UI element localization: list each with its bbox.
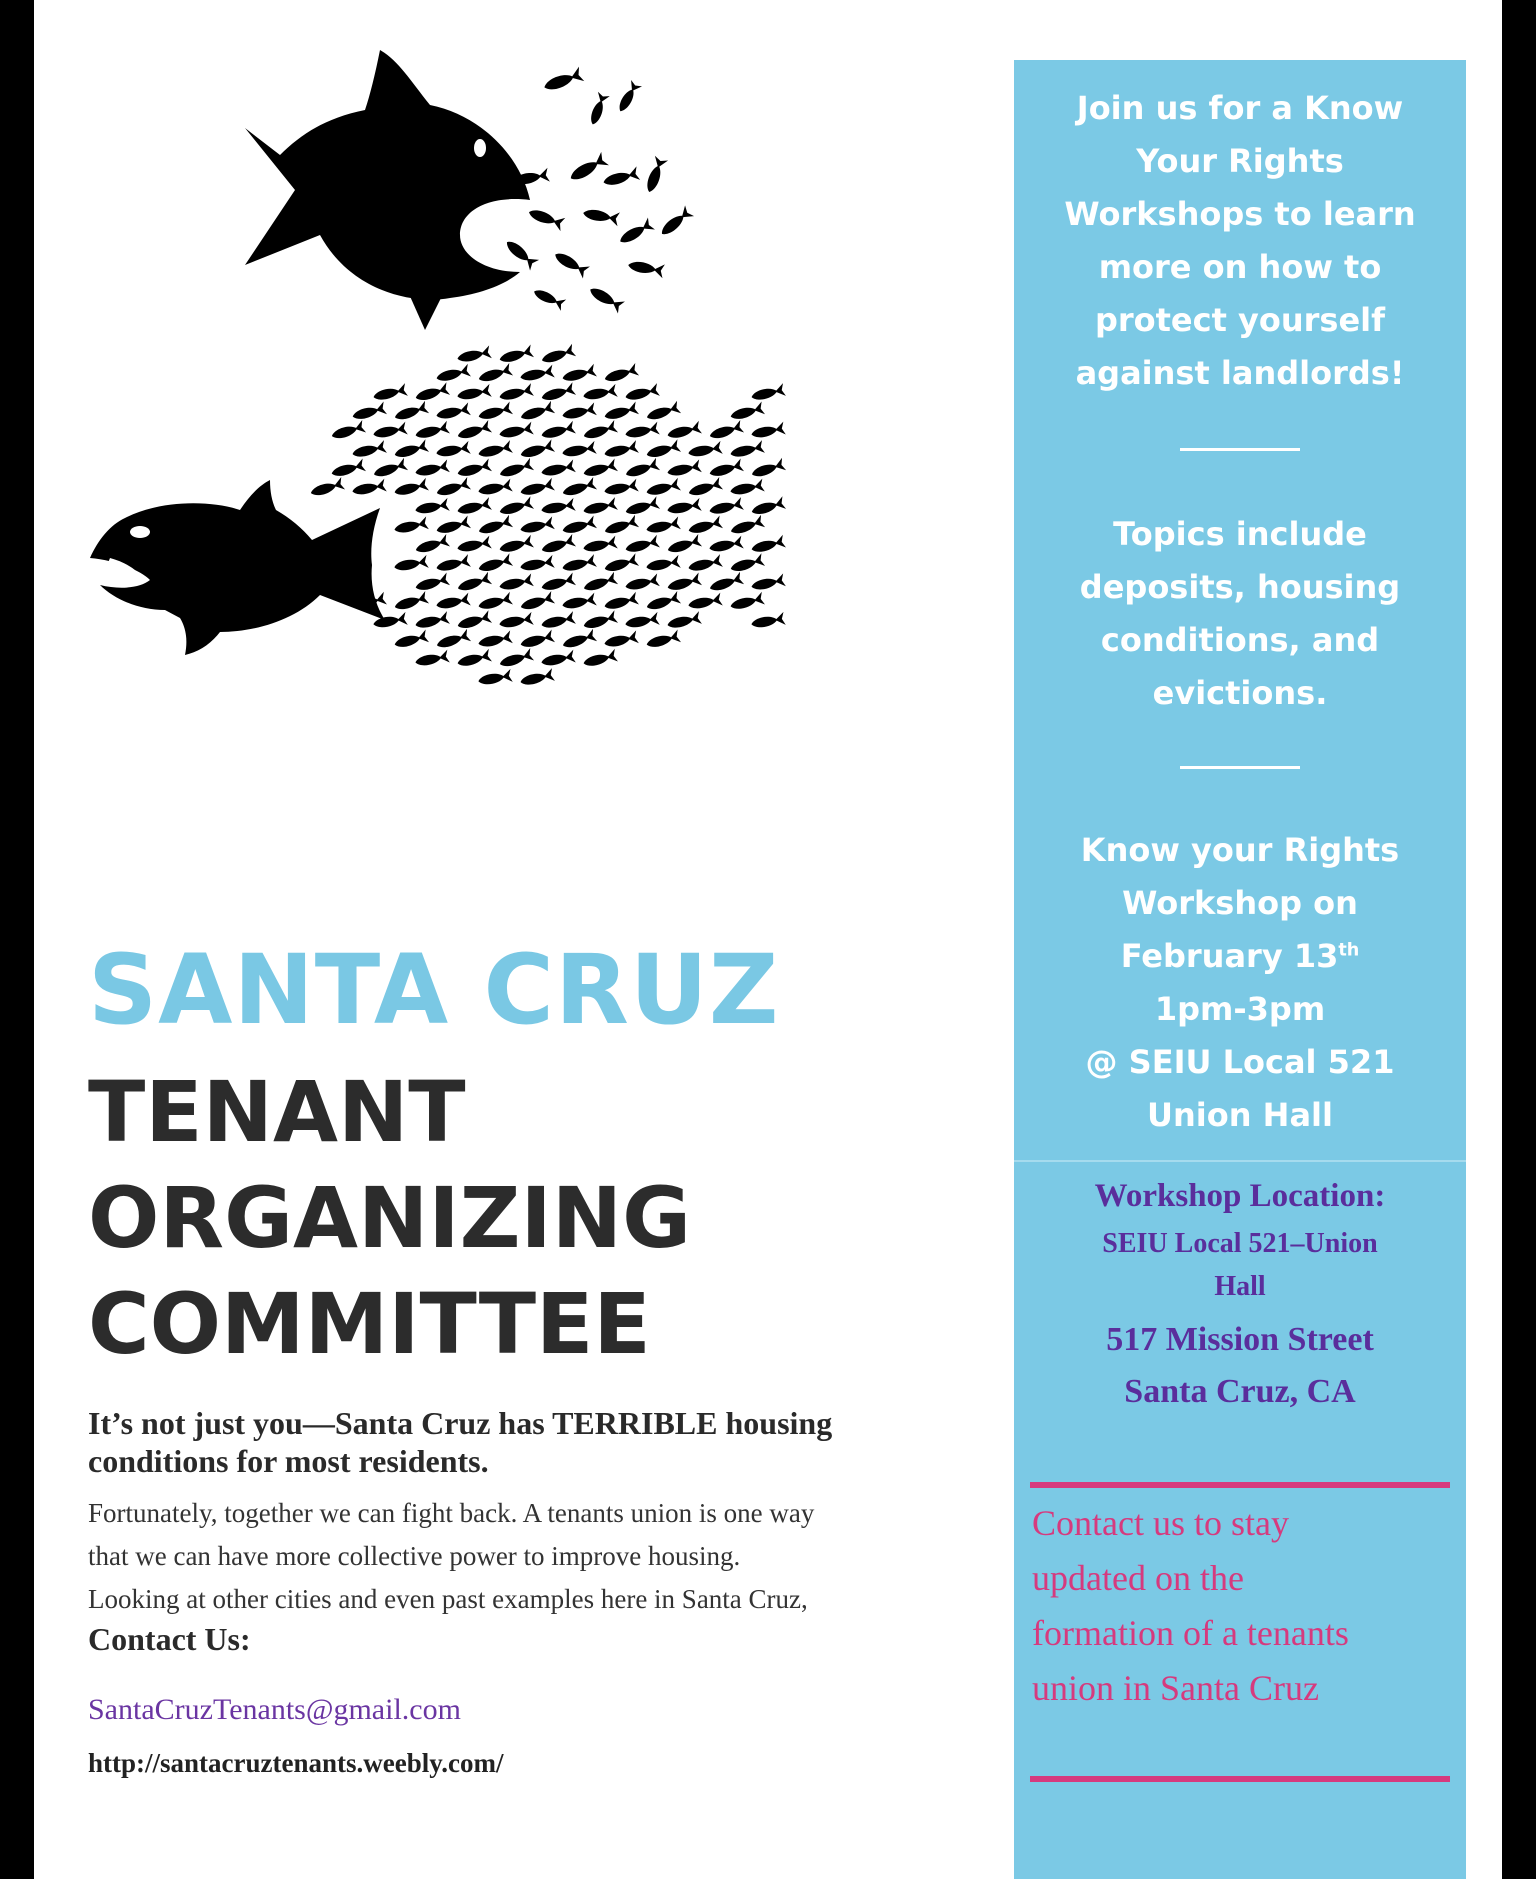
tiny-fish-icon [750,458,786,481]
tiny-fish-icon [582,497,618,517]
intro-line: protect yourself [1094,301,1386,339]
tiny-fish-icon [708,572,744,595]
fish-school [309,344,786,689]
tiny-fish-icon [393,401,429,424]
tiny-fish-icon [519,439,555,461]
tiny-fish-icon [435,516,471,537]
contact-website: http://santacruztenants.weebly.com/ [88,1748,504,1778]
event-date-text: February 13 [1120,937,1339,975]
tiny-fish-icon [750,612,786,631]
tiny-fish-icon [477,669,513,688]
tiny-fish-icon [750,496,786,518]
location-street: 517 Mission Street [1106,1321,1374,1358]
tiny-fish-icon [435,364,471,385]
tiny-fish-icon [477,402,513,423]
tiny-fish-icon [456,459,492,480]
location-name [1014,1222,1466,1308]
tiny-fish-icon [414,611,450,631]
tiny-fish-icon [477,630,513,650]
event-venue: @ SEIU Local 521 [1085,1043,1395,1081]
tiny-fish-icon [477,592,513,613]
topics-line: evictions. [1152,674,1328,712]
tiny-fish-icon [456,610,492,632]
tiny-fish-icon [645,439,681,461]
tiny-fish-icon [393,478,429,499]
tiny-fish-icon [435,593,471,612]
tiny-fish-icon [414,382,450,404]
tiny-fish-icon [498,458,534,481]
tiny-fish-icon [603,402,639,423]
tiny-fish-icon [624,383,660,403]
tiny-fish-icon [456,384,492,403]
tiny-fish-icon [519,401,555,424]
location-name-line: SEIU Local 521–Union [1102,1228,1378,1259]
event-line: Know your Rights [1080,831,1400,869]
event-date-suffix: th [1338,940,1360,961]
tiny-fish-icon [603,630,639,650]
tiny-fish-icon [498,383,534,403]
tiny-fish-icon [330,459,366,480]
fish-illustration [80,40,940,840]
tiny-fish-icon [561,477,597,499]
tiny-fish-icon [351,479,387,498]
tiny-fish-icon [645,516,681,536]
tiny-fish-icon [393,591,429,613]
tiny-fish-icon [729,479,765,498]
contact-note-line: formation of a tenants [1032,1613,1349,1653]
tiny-fish-icon [519,630,555,651]
body-paragraph [88,1492,988,1621]
tiny-fish-icon [561,364,597,385]
tiny-fish-icon [414,534,450,556]
tiny-fish-icon [540,498,576,517]
tiny-fish-icon [603,479,639,498]
tiny-fish-icon [750,535,786,556]
tiny-fish-icon [729,592,765,613]
tiny-fish-icon [414,498,450,517]
tiny-fish-icon [477,363,513,385]
section-separator [1014,1160,1466,1162]
tiny-fish-icon [687,441,723,460]
event-time: 1pm-3pm [1154,990,1326,1028]
tiny-fish-icon [477,515,513,538]
tiny-fish-icon [498,612,534,631]
tiny-fish-icon [582,459,618,480]
tiny-fish-icon [603,363,639,385]
contact-note-line: union in Santa Cruz [1032,1668,1319,1708]
sidebar-intro [1014,82,1466,400]
tiny-fish-icon [519,591,555,613]
tiny-fish-icon [540,344,576,367]
headline: It’s not just you—Santa Cruz has TERRIBLE housing conditions for most residents. [88,1405,833,1479]
tiny-fish-icon [435,441,471,460]
tiny-fish-icon [645,478,681,499]
tiny-fish-icon [582,536,618,555]
contact-note-line: Contact us to stay [1032,1503,1289,1543]
tiny-fish-icon [414,573,450,594]
right-border [1502,0,1536,1879]
topics-line: deposits, housing [1079,568,1401,606]
contact-email: SantaCruzTenants@gmail.com [88,1693,461,1726]
tiny-fish-icon [729,515,765,538]
tiny-fish-icon [582,384,618,403]
tiny-fish-icon [687,554,723,574]
tiny-fish-icon [372,458,408,481]
tiny-fish-icon [729,402,765,423]
tiny-fish-icon [561,441,597,460]
tiny-fish-icon [624,458,660,481]
tiny-fish-icon [393,516,429,536]
tiny-fish-icon [540,611,576,631]
event-venue-2: Union Hall [1147,1096,1333,1134]
tiny-fish-icon [540,534,576,556]
tiny-fish-icon [624,573,660,593]
tiny-fish-icon [393,555,429,574]
tiny-fish-icon [456,649,492,670]
tiny-fish-icon [456,497,492,517]
body-line: that we can have more collective power to improve housing. [88,1541,741,1571]
tiny-fish-icon [729,440,765,460]
tiny-fish-icon [666,498,702,517]
tiny-fish-icon [561,593,597,612]
tiny-fish-icon [393,439,429,461]
tiny-fish-icon [540,421,576,442]
tiny-fish-icon [603,592,639,613]
tiny-fish-icon [456,420,492,442]
location-city: Santa Cruz, CA [1124,1373,1356,1410]
location-heading: Workshop Location: [1094,1178,1386,1214]
topics-line: conditions, and [1100,621,1380,659]
intro-line: Workshops to learn [1064,195,1416,233]
small-fish-group-top [502,67,694,314]
tiny-fish-icon [687,593,723,612]
tiny-fish-icon [498,573,534,593]
tiny-fish-icon [750,383,786,403]
tiny-fish-icon [687,516,723,537]
tiny-fish-icon [582,649,618,670]
body-line: Fortunately, together we can fight back. A tenants union is one way [88,1498,815,1528]
tiny-fish-icon [477,553,513,575]
tiny-fish-icon [666,534,702,556]
tiny-fish-icon [414,459,450,479]
tiny-fish-icon [372,422,408,441]
title-line-committee: COMMITTEE [88,1275,651,1373]
tiny-fish-icon [582,610,618,632]
tiny-fish-icon [582,572,618,595]
tiny-fish-icon [435,477,471,499]
tiny-fish-icon [477,479,513,498]
tiny-fish-icon [372,383,408,403]
tiny-fish-icon [603,553,639,575]
tiny-fish-icon [729,553,765,575]
tiny-fish-icon [540,382,576,404]
location-name-line: Hall [1214,1271,1266,1302]
divider-rule [1180,448,1300,451]
intro-line: against landlords! [1075,354,1405,392]
tiny-fish-icon [435,402,471,422]
sidebar-panel [1014,60,1466,1879]
tiny-fish-icon [624,496,660,518]
tiny-fish-icon [624,422,660,441]
tiny-fish-icon [666,421,702,442]
tiny-fish-icon [561,554,597,574]
intro-line: Join us for a Know [1076,89,1404,127]
tiny-fish-icon [456,572,492,595]
tiny-fish-icon [561,516,597,537]
tiny-fish-icon [603,440,639,460]
tiny-fish-icon [708,536,744,555]
sidebar-topics [1014,508,1466,720]
tiny-fish-icon [645,591,681,613]
tiny-fish-icon [519,365,555,384]
tiny-fish-icon [456,536,492,555]
location-address [1014,1314,1466,1418]
tiny-fish-icon [750,422,786,441]
tiny-fish-icon [435,554,471,574]
tiny-fish-icon [498,648,534,670]
sidebar-contact-note [1032,1496,1452,1716]
tiny-fish-icon [330,420,366,442]
tiny-fish-icon [666,573,702,594]
tiny-fish-icon [708,459,744,480]
tiny-fish-icon [540,573,576,594]
tiny-fish-icon [750,573,786,593]
tiny-fish-icon [708,497,744,517]
tiny-fish-icon [624,535,660,556]
tiny-fish-icon [414,650,450,669]
pink-rule-bottom [1030,1776,1450,1782]
tiny-fish-icon [666,611,702,631]
tiny-fish-icon [582,420,618,442]
title-line-tenant: TENANT [88,1063,466,1161]
event-line: Workshop on [1122,884,1358,922]
tiny-fish-icon [666,459,702,479]
event-date [1014,930,1466,983]
big-fish-bottom [90,480,385,655]
tiny-fish-icon [645,555,681,574]
tiny-fish-icon [645,401,681,424]
tiny-fish-icon [645,630,681,651]
tiny-fish-icon [498,345,534,366]
tiny-fish-icon [498,535,534,556]
tiny-fish-icon [414,421,450,442]
tiny-fish-icon [351,440,387,460]
tiny-fish-icon [456,345,492,365]
tiny-fish-icon [435,629,471,652]
tiny-fish-icon [498,496,534,518]
tiny-fish-icon [708,420,744,442]
intro-line: Your Rights [1136,142,1344,180]
tiny-fish-icon [561,402,597,422]
tiny-fish-icon [624,612,660,631]
title-line-organizing: ORGANIZING [88,1169,692,1267]
tiny-fish-icon [519,516,555,536]
tiny-fish-icon [309,477,345,499]
left-border [0,0,34,1879]
tiny-fish-icon [477,440,513,460]
big-fish-top [245,50,530,330]
tiny-fish-icon [351,402,387,423]
tiny-fish-icon [393,630,429,651]
tiny-fish-icon [687,477,723,499]
divider-rule [1180,766,1300,769]
body-line: Looking at other cities and even past examples here in Santa Cruz, [88,1584,808,1614]
tiny-fish-icon [540,650,576,669]
contact-note-line: updated on the [1032,1558,1244,1598]
title-city: SANTA CRUZ [88,934,780,1046]
tiny-fish-icon [540,459,576,479]
tiny-fish-icon [519,668,555,688]
tiny-fish-icon [519,478,555,499]
intro-line: more on how to [1098,248,1382,286]
topics-line: Topics include [1113,515,1367,553]
sidebar-event [1014,824,1466,1142]
pink-rule-top [1030,1482,1450,1488]
tiny-fish-icon [561,629,597,652]
contact-heading: Contact Us: [88,1621,251,1657]
tiny-fish-icon [519,555,555,574]
tiny-fish-icon [498,422,534,441]
tiny-fish-icon [603,515,639,538]
